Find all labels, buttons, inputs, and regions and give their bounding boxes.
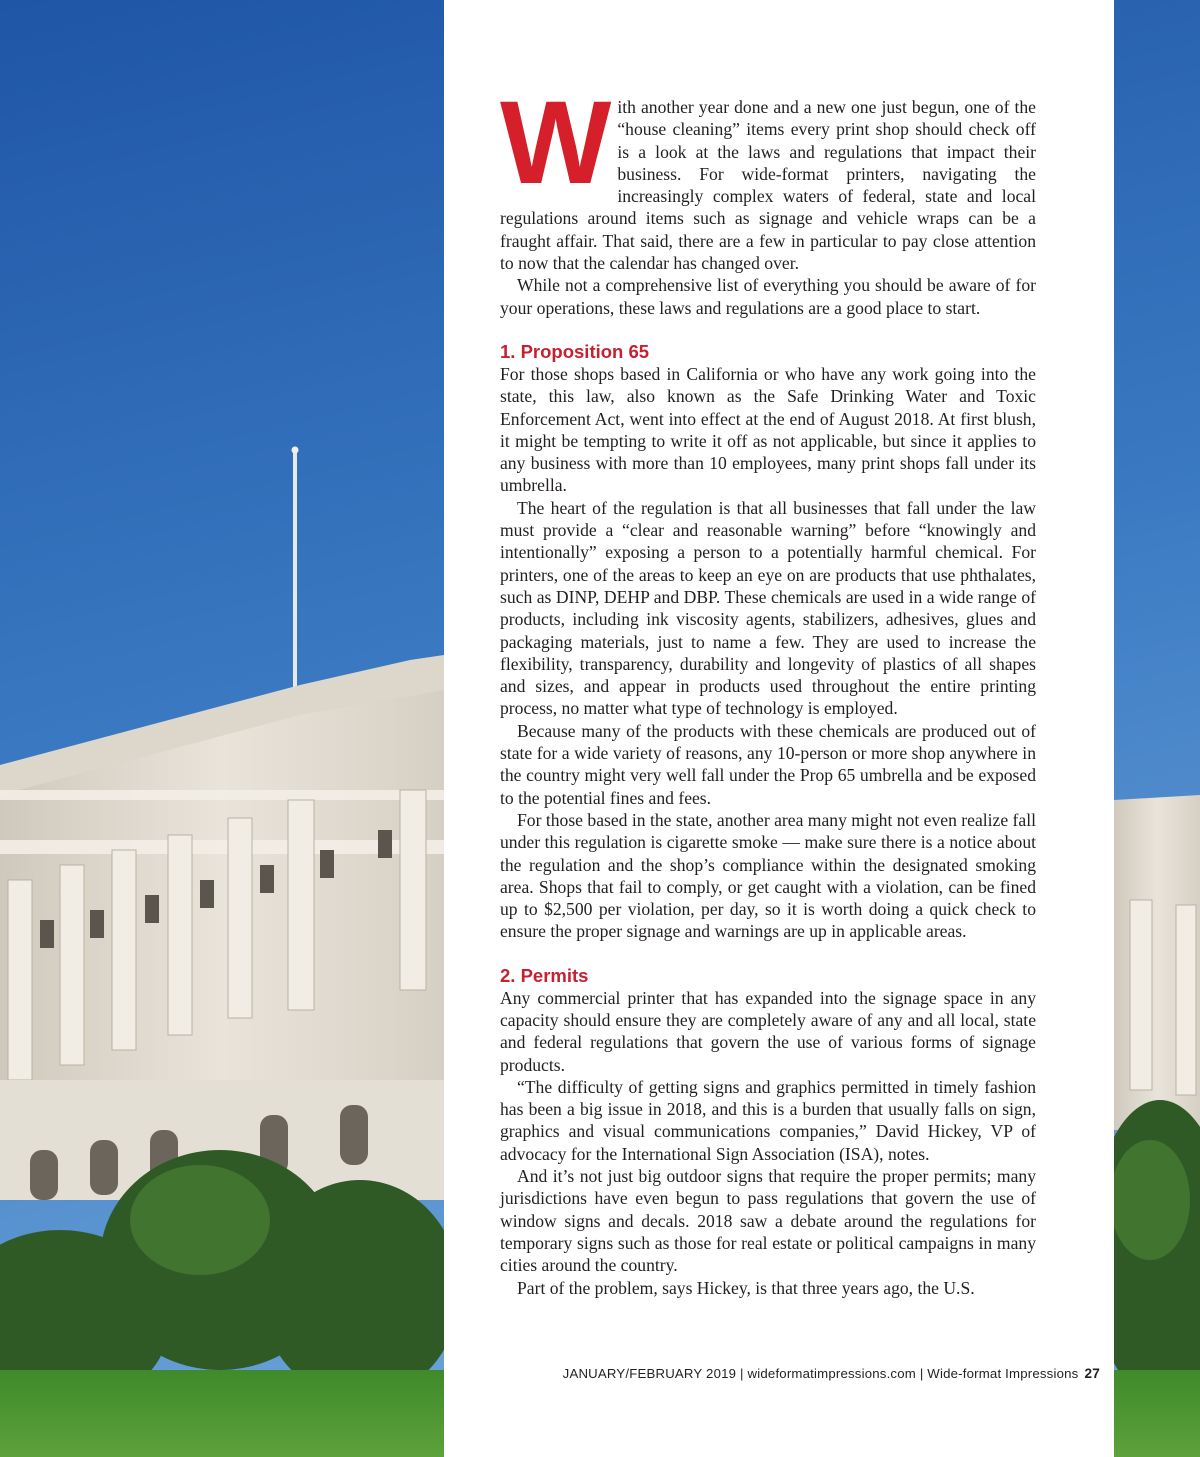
- section1-paragraph-3: Because many of the products with these chemicals are produced out of state for a wide variety of reasons, any 10-person or more shop anywhere in the country might very well fall under the Prop 65 umbrella and be exposed to the potential fines and fees.: [500, 720, 1036, 808]
- intro-paragraph-2: While not a comprehensive list of everything you should be aware of for your operations, these laws and regulations are a good place to start.: [500, 275, 1036, 318]
- section1-paragraph-1: For those shops based in California or who have any work going into the state, this law, also known as the Safe Drinking Water and Toxic Enforcement Act, went into effect at the end of August 2018. At first blush, it might be tempting to write it off as not applicable, but since it applies to any business with more than 10 employees, many print shops fall under its umbrella.: [500, 363, 1036, 496]
- page-footer: [444, 1366, 1100, 1381]
- section-heading-permits: 2. Permits: [500, 964, 589, 986]
- section-heading-proposition-65: 1. Proposition 65: [500, 340, 650, 362]
- intro-paragraph: [500, 77, 1036, 274]
- footer-text: JANUARY/FEBRUARY 2019 | wideformatimpressions.com | Wide-format Impressions: [562, 1366, 1079, 1381]
- article-body: [500, 77, 1036, 1299]
- section2-paragraph-1: Any commercial printer that has expanded into the signage space in any capacity should ensure they are completely aware of any and all local, state and federal regulations that govern the use of various forms of signage products.: [500, 987, 1036, 1075]
- section2-paragraph-3: And it’s not just big outdoor signs that require the proper permits; many jurisdictions have even begun to pass regulations that govern the use of window signs and decals. 2018 saw a debate around the regulations for temporary signs such as those for real estate or political campaigns in many cities around the country.: [500, 1166, 1036, 1276]
- section1-paragraph-2: The heart of the regulation is that all businesses that fall under the law must provide a “clear and reasonable warning” before “knowingly and intentionally” exposing a person to a potentially harmful chemical. For printers, one of the areas to keep an eye on are products that use phthalates, such as DINP, DEHP and DBP. These chemicals are used in a wide range of products, including ink viscosity agents, stabilizers, adhesives, glues and packaging materials, just to name a few. They are used to increase the flexibility, transparency, durability and longevity of plastics of all shapes and sizes, and appear in products used throughout the entire printing process, no matter what type of technology is employed.: [500, 497, 1036, 719]
- drop-cap: W: [500, 77, 608, 209]
- section2-paragraph-2: “The difficulty of getting signs and graphics permitted in timely fashion has been a big issue in 2018, and this is a burden that usually falls on sign, graphics and visual communications companies,” David Hickey, VP of advocacy for the International Sign Association (ISA), notes.: [500, 1076, 1036, 1164]
- intro-text: ith another year done and a new one just begun, one of the “house cleaning” items every print shop should check off is a look at the laws and regulations that impact their business. For wide-format printers, navigating the increasingly complex waters of federal, state and local regulations around items such as signage and vehicle wraps can be a fraught affair. That said, there are a few in particular to pay close attention to now that the calendar has changed over.: [500, 97, 1036, 274]
- section1-paragraph-4: For those based in the state, another area many might not even realize fall under this regulation is cigarette smoke — make sure there is a notice about the regulation and the shop’s compliance within the designated smoking area. Shops that fail to comply, or get caught with a violation, can be fined up to $2,500 per violation, per day, so it is worth doing a quick check to ensure the proper signage and warnings are up in applicable areas.: [500, 809, 1036, 942]
- section2-paragraph-4: Part of the problem, says Hickey, is that three years ago, the U.S.: [517, 1277, 975, 1298]
- page-number: 27: [1084, 1366, 1100, 1381]
